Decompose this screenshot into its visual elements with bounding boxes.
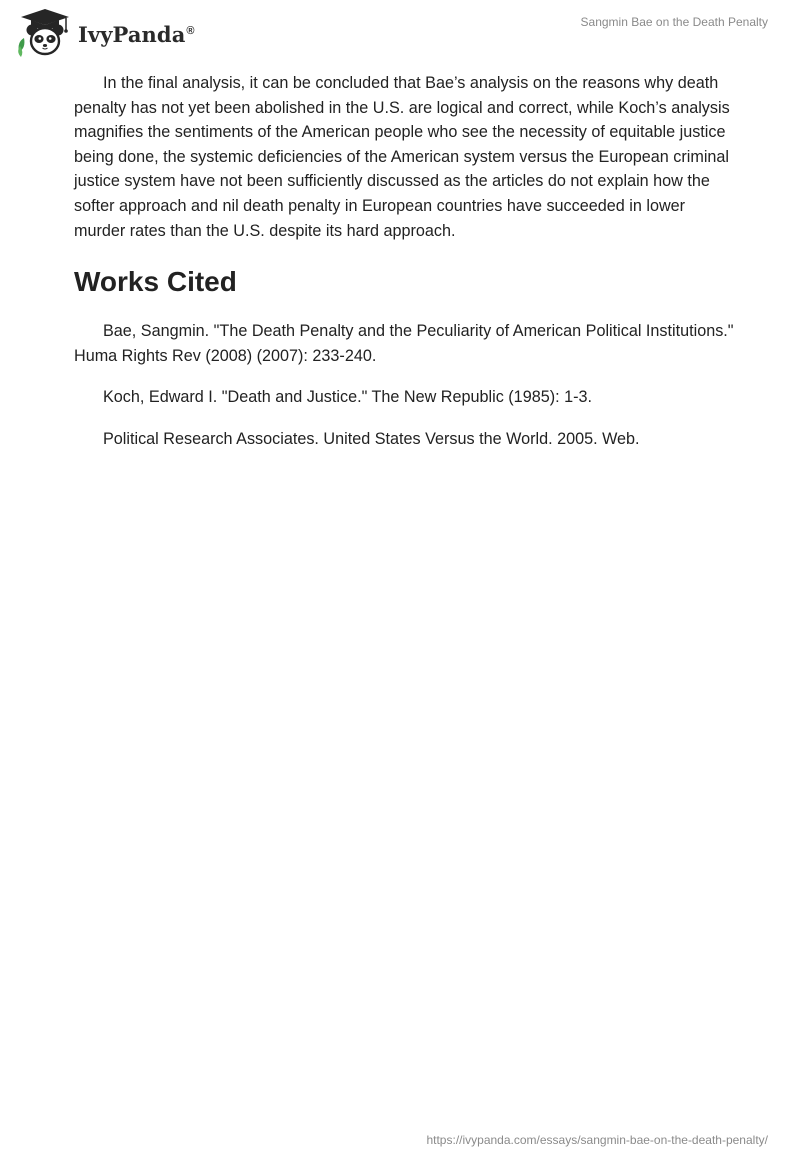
running-title: Sangmin Bae on the Death Penalty — [580, 15, 768, 29]
reference-item: Political Research Associates. United States Versus the World. 2005. Web. — [103, 429, 640, 448]
works-cited-heading: Works Cited — [74, 266, 237, 298]
ivypanda-logo[interactable] — [14, 8, 195, 58]
essay-content — [74, 71, 734, 469]
panda-graduation-cap-icon — [14, 8, 76, 58]
reference-item: Koch, Edward I. "Death and Justice." The New Republic (1985): 1-3. — [103, 388, 592, 407]
reference-item: Bae, Sangmin. "The Death Penalty and the Peculiarity of American Political Institutions." Huma Rights Rev (2008) (2007): 233-240. — [74, 322, 734, 365]
page-header — [0, 0, 800, 70]
brand-name: IvyPanda® — [78, 21, 195, 47]
source-url-link[interactable]: https://ivypanda.com/essays/sangmin-bae-on-the-death-penalty/ — [426, 1133, 768, 1147]
conclusion-paragraph: In the final analysis, it can be concluded that Bae’s analysis on the reasons why death penalty has not yet been abolished in the U.S. are logical and correct, while Koch’s analysis magnifies the sentiments of the American people who see the necessity of equitable justice being done, the systemic deficiencies of the American system versus the European criminal justice system have not been sufficiently discussed as the articles do not explain how the softer approach and nil death penalty in European countries have succeeded in lower murder rates than the U.S. despite its hard approach. — [74, 74, 730, 240]
registered-mark: ® — [186, 24, 195, 37]
works-cited-list — [74, 319, 734, 451]
